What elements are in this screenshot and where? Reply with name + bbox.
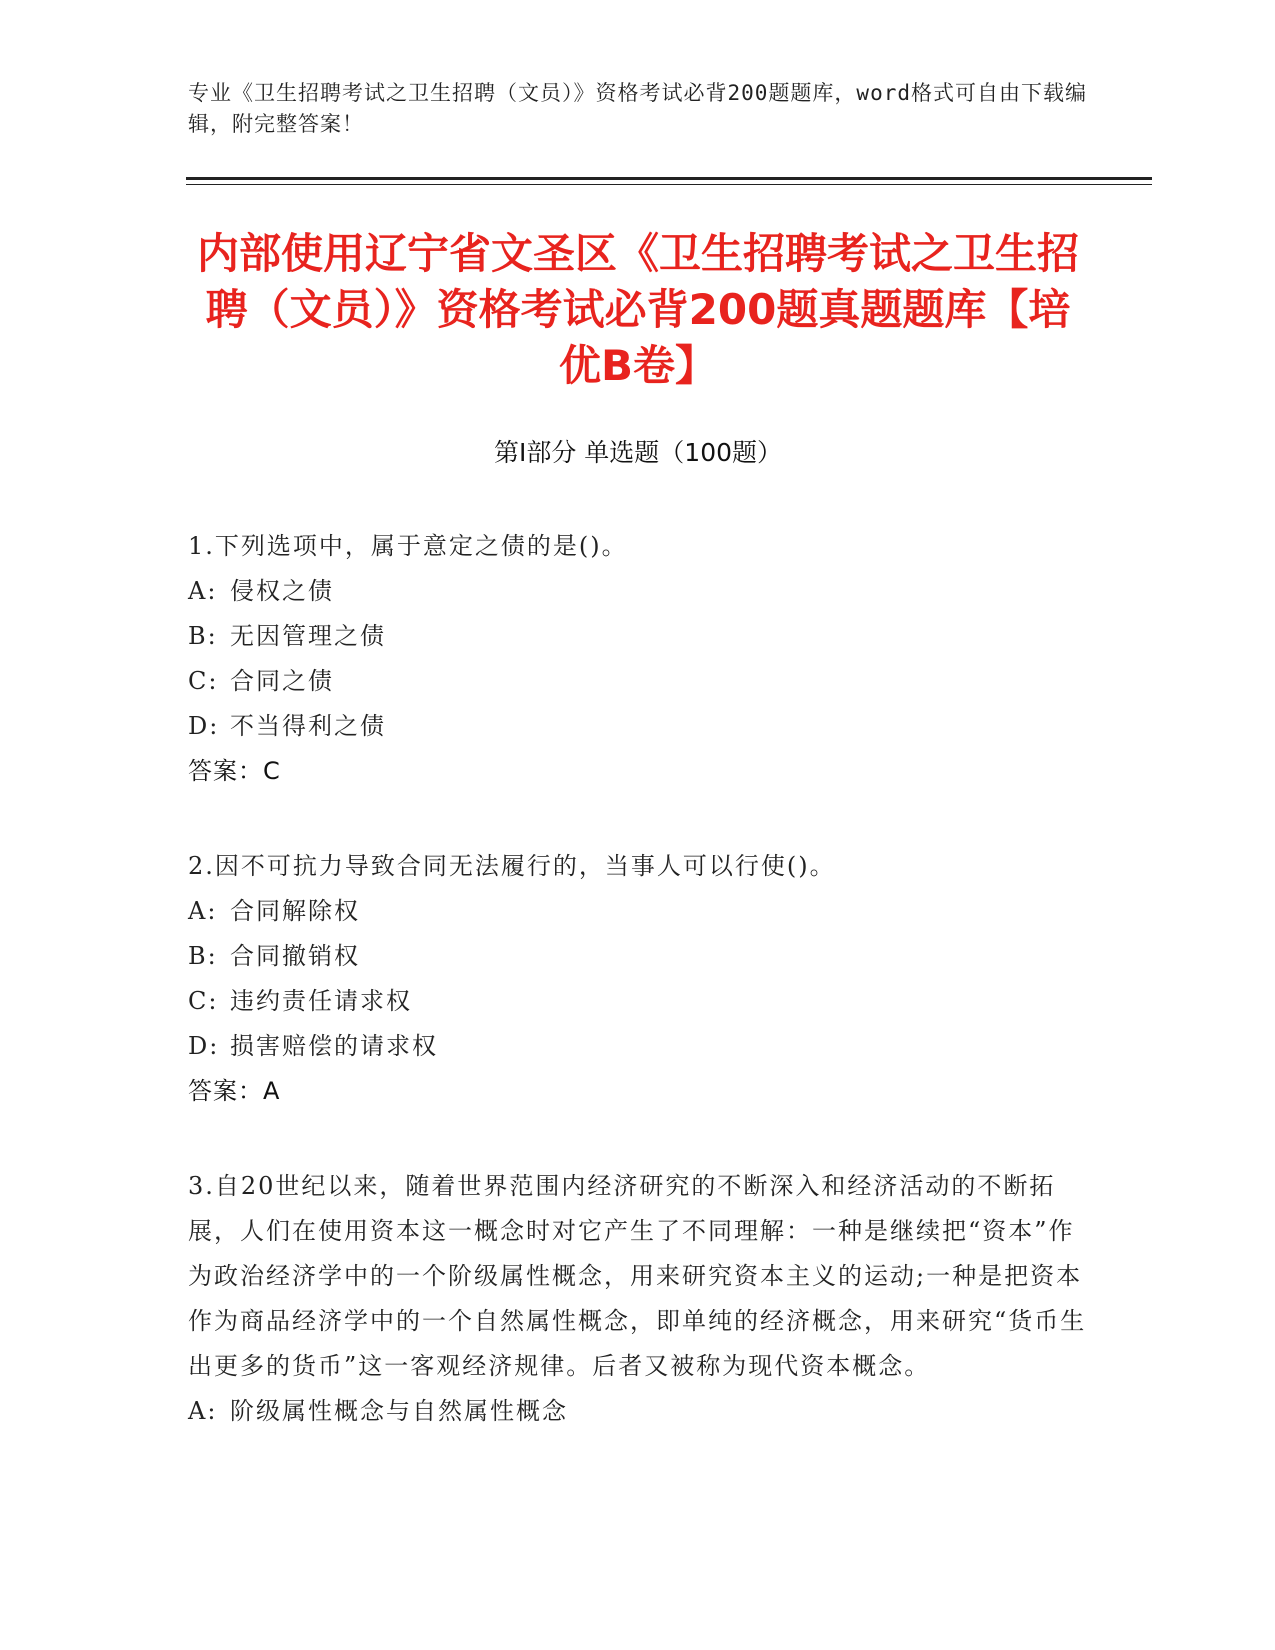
option-key: B: (188, 622, 218, 650)
header-note: 专业《卫生招聘考试之卫生招聘（文员）》资格考试必背200题题库，word格式可自由下载编辑，附完整答案！ (188, 81, 1087, 136)
option-key: A: (188, 1397, 218, 1425)
option-text: 合同解除权 (230, 897, 360, 925)
question-stem: 1.下列选项中，属于意定之债的是()。 (188, 532, 628, 560)
option-key: D: (188, 1032, 220, 1060)
option-text: 合同撤销权 (230, 942, 360, 970)
question-stem: 3.自20世纪以来，随着世界范围内经济研究的不断深入和经济活动的不断拓展，人们在使用资本这一概念时对它产生了不同理解：一种是继续把“资本”作为政治经济学中的一个阶级属性概念，用来研究资本主义的运动;一种是把资本作为商品经济学中的一个自然属性概念，即单纯的经济概念，用来研究“货币生出更多的货币”这一客观经济规律。后者又被称为现代资本概念。 (188, 1172, 1087, 1380)
question-1 (188, 524, 1088, 794)
option-a (188, 1389, 1088, 1434)
option-key: C: (188, 987, 219, 1015)
option-key: A: (188, 897, 218, 925)
option-text: 阶级属性概念与自然属性概念 (230, 1397, 568, 1425)
option-a (188, 569, 1088, 614)
option-c (188, 979, 1088, 1024)
option-d (188, 1024, 1088, 1069)
option-b (188, 614, 1088, 659)
section-title: 第Ⅰ部分 单选题（100题） (493, 438, 783, 467)
option-text: 违约责任请求权 (230, 987, 412, 1015)
question-3 (188, 1164, 1088, 1434)
option-d (188, 704, 1088, 749)
option-b (188, 934, 1088, 979)
option-text: 无因管理之债 (230, 622, 386, 650)
answer: 答案：A (188, 1077, 281, 1105)
option-key: A: (188, 577, 218, 605)
document-title: 内部使用辽宁省文圣区《卫生招聘考试之卫生招聘（文员）》资格考试必背200题真题题库【培优B卷】 (196, 229, 1079, 390)
header-divider-thin (186, 184, 1152, 185)
option-a (188, 889, 1088, 934)
option-text: 不当得利之债 (230, 712, 386, 740)
option-text: 损害赔偿的请求权 (230, 1032, 438, 1060)
option-text: 侵权之债 (230, 577, 334, 605)
question-stem: 2.因不可抗力导致合同无法履行的，当事人可以行使()。 (188, 852, 836, 880)
answer: 答案：C (188, 757, 281, 785)
option-text: 合同之债 (230, 667, 334, 695)
option-key: C: (188, 667, 219, 695)
question-2 (188, 844, 1088, 1114)
option-c (188, 659, 1088, 704)
header-divider-thick (186, 177, 1152, 180)
option-key: B: (188, 942, 218, 970)
option-key: D: (188, 712, 220, 740)
